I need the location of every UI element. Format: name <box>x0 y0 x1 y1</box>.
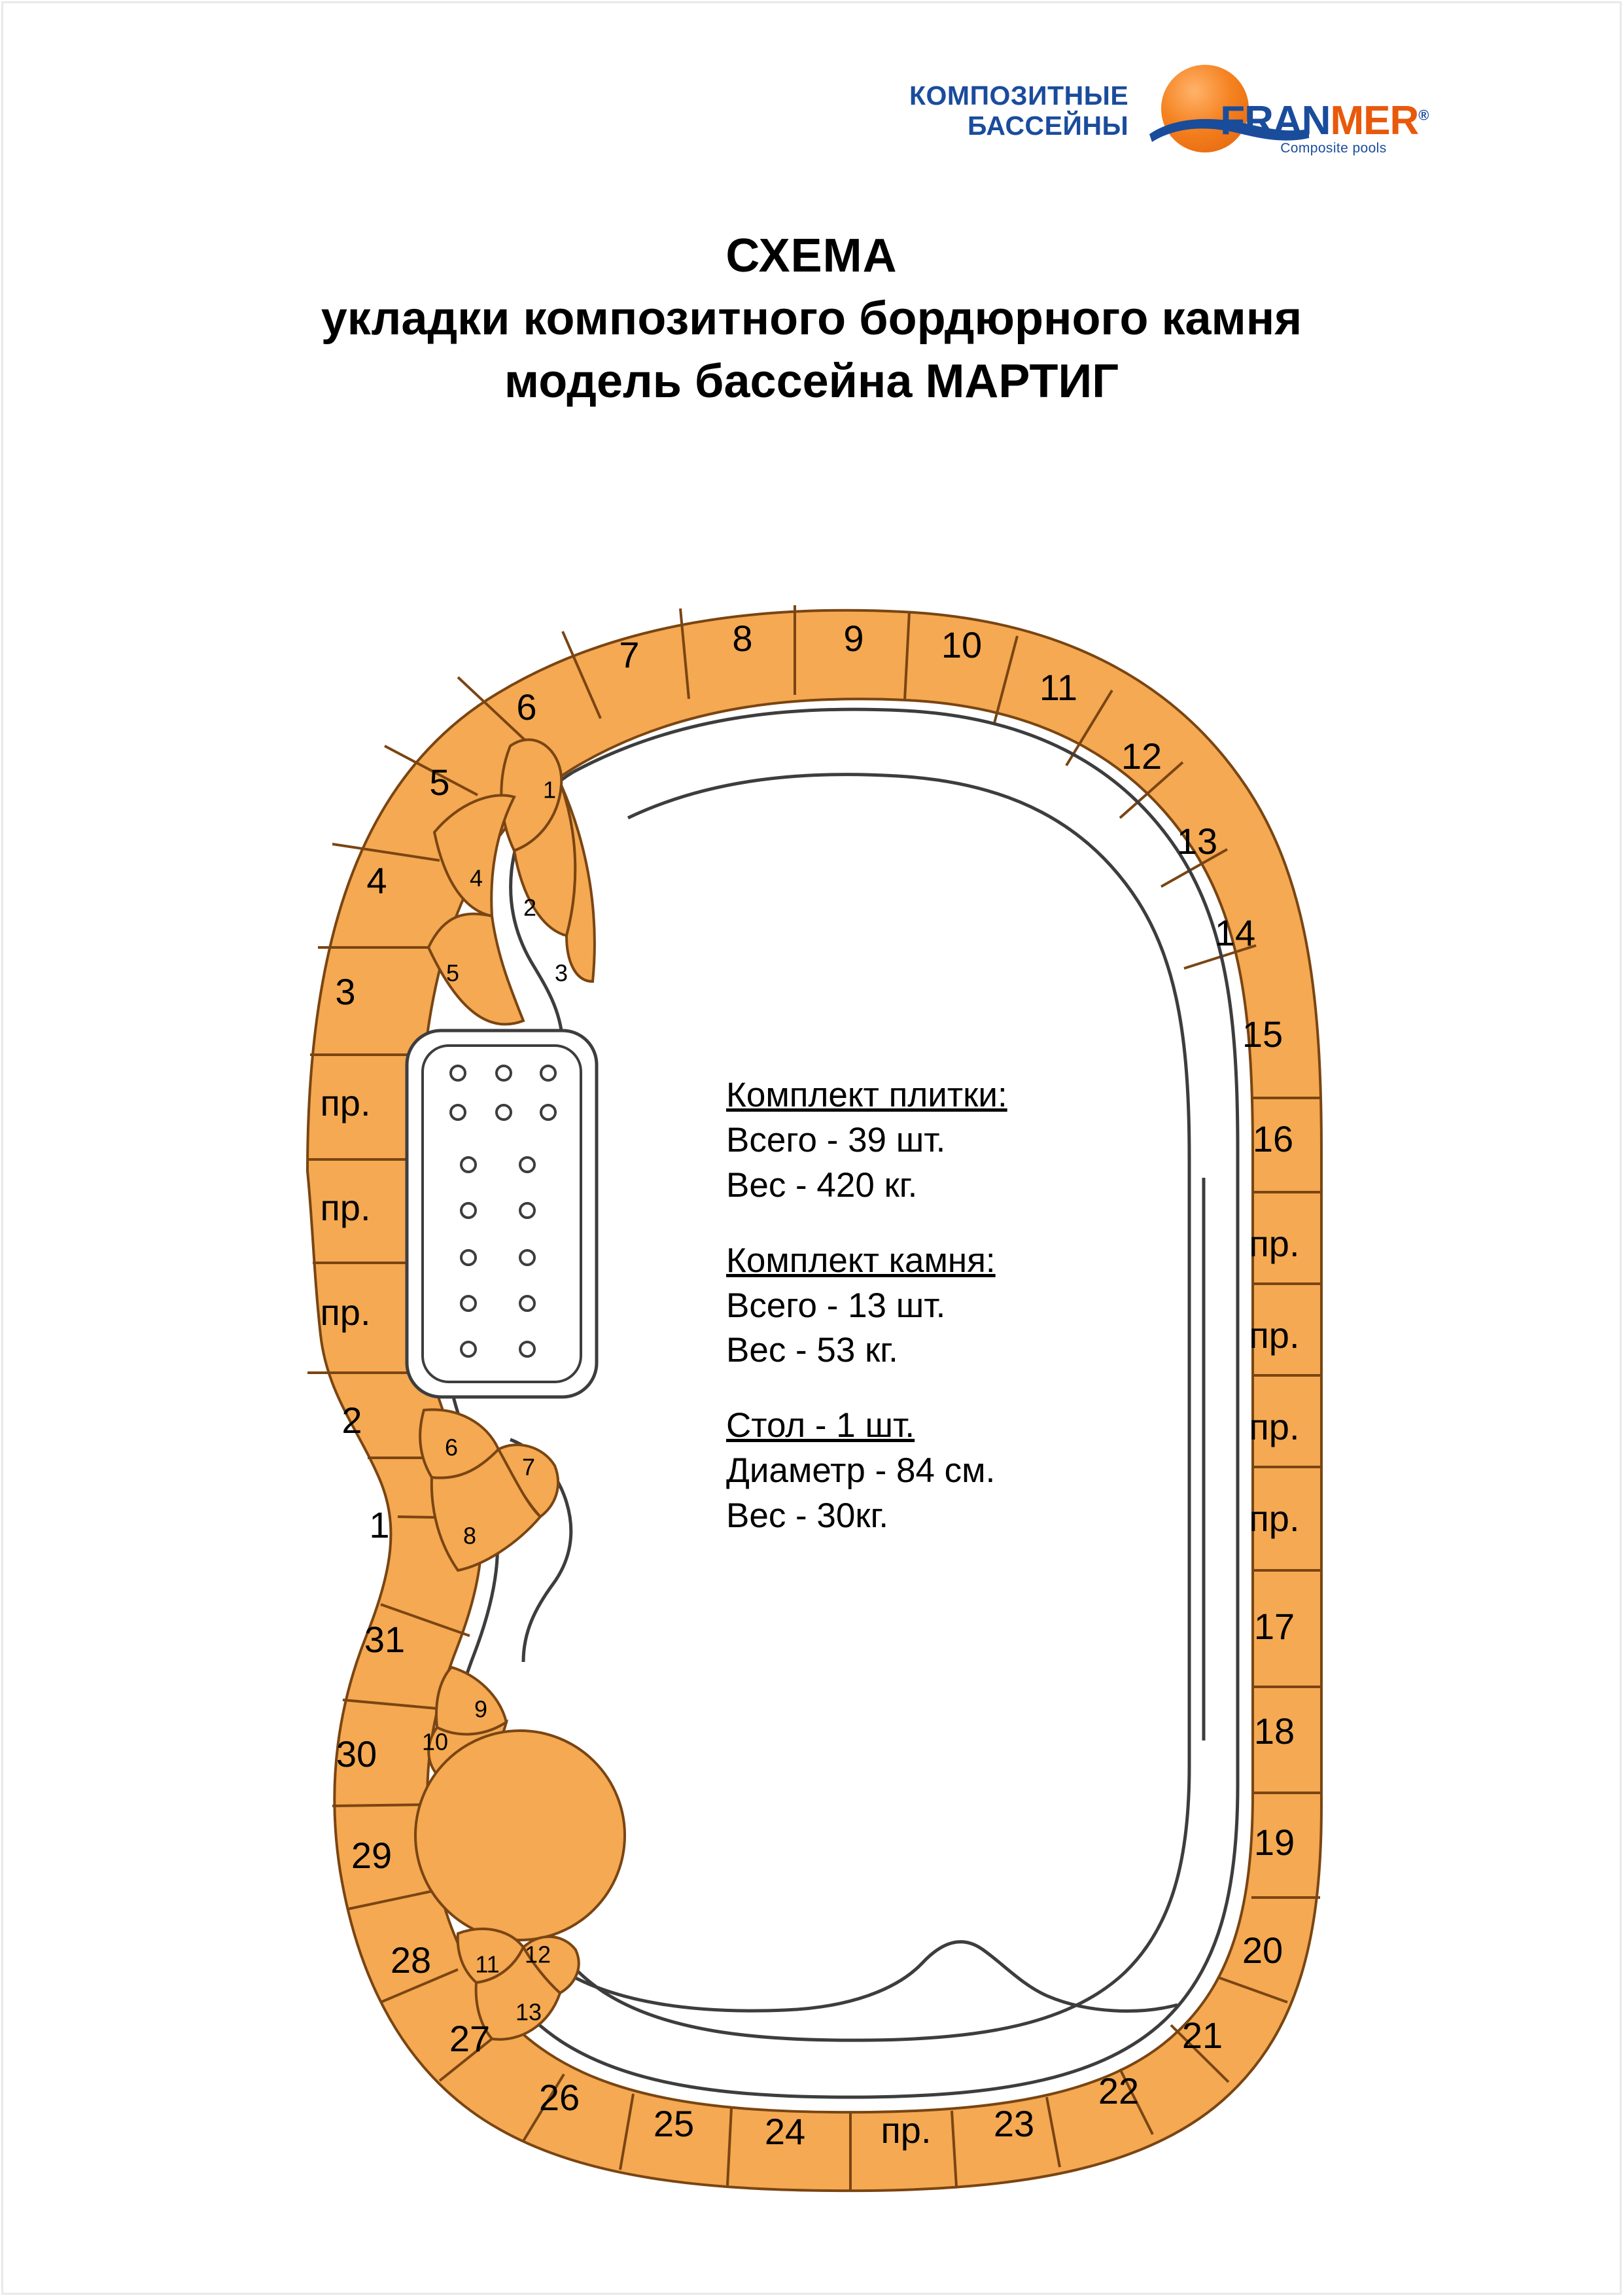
legend-table-heading: Стол - 1 шт. <box>726 1406 915 1445</box>
title-line-1: СХЕМА <box>725 230 898 282</box>
stone-number: 12 <box>524 1941 551 1968</box>
stone-number: 6 <box>444 1434 459 1461</box>
tile-number: 17 <box>1253 1605 1295 1647</box>
logo-mer: MER <box>1330 98 1419 143</box>
tile-number: 5 <box>429 761 450 803</box>
tile-number: пр. <box>320 1082 371 1123</box>
legend-stone-heading: Комплект камня: <box>726 1241 996 1280</box>
tile-number: 10 <box>941 624 983 665</box>
tile-number: пр. <box>320 1186 371 1228</box>
logo-line1: КОМПОЗИТНЫЕ <box>909 80 1129 111</box>
legend-tile-heading: Комплект плитки: <box>726 1076 1007 1114</box>
stone-number: 9 <box>474 1695 488 1723</box>
legend-tile-total: Всего - 39 шт. <box>726 1120 946 1159</box>
tile-number: 15 <box>1242 1013 1283 1055</box>
stone-number: 3 <box>554 959 568 987</box>
tile-number: 25 <box>653 2102 695 2144</box>
stone-number: 7 <box>521 1453 536 1481</box>
tile-number: пр. <box>1249 1222 1300 1264</box>
tile-number: пр. <box>881 2109 932 2151</box>
stone-number: 2 <box>523 894 537 921</box>
legend <box>726 1073 1007 1569</box>
logo-fran: FRAN <box>1220 98 1331 143</box>
tile-number: 28 <box>390 1939 432 1981</box>
stone-number: 11 <box>475 1951 500 1978</box>
tile-number: 24 <box>764 2110 806 2152</box>
tile-number: пр. <box>1249 1497 1300 1539</box>
tile-number: 6 <box>516 686 537 728</box>
tile-number: 29 <box>351 1834 393 1876</box>
tile-number: 21 <box>1181 2014 1223 2056</box>
tile-number: 18 <box>1253 1710 1295 1752</box>
stone-number: 5 <box>445 959 460 987</box>
tile-number: пр. <box>1249 1314 1300 1356</box>
tile-number: пр. <box>1249 1405 1300 1447</box>
tile-number: 9 <box>843 617 864 659</box>
tile-number: 2 <box>341 1399 362 1441</box>
tile-number: 31 <box>364 1618 406 1660</box>
tile-number: 20 <box>1242 1929 1283 1971</box>
legend-table-diameter: Диаметр - 84 см. <box>726 1451 996 1491</box>
tile-number: 14 <box>1214 911 1256 953</box>
legend-tile-group <box>726 1073 1007 1209</box>
tile-number: 1 <box>369 1504 390 1545</box>
tile-number: 8 <box>732 617 753 659</box>
tile-number: 11 <box>1039 666 1078 708</box>
legend-stone-group <box>726 1239 1007 1374</box>
tile-number: 3 <box>335 970 356 1012</box>
tile-number: 22 <box>1098 2070 1140 2111</box>
tile-number: 19 <box>1253 1821 1295 1863</box>
pool-table <box>415 1728 625 1940</box>
legend-stone-total: Всего - 13 шт. <box>726 1286 946 1325</box>
stone-number: 8 <box>462 1522 477 1549</box>
tile-number: 30 <box>336 1733 377 1775</box>
logo-tagline: Composite pools <box>1280 141 1387 156</box>
stone-number: 10 <box>421 1728 449 1756</box>
tile-number: 12 <box>1121 735 1162 777</box>
stone-number: 1 <box>542 776 557 804</box>
tile-number: 16 <box>1252 1118 1294 1159</box>
tile-number: пр. <box>320 1291 371 1333</box>
title-line-3: модель бассейна МАРТИГ <box>504 355 1119 408</box>
tile-number: 7 <box>619 633 640 675</box>
tile-number: 26 <box>538 2076 580 2118</box>
tile-number: 23 <box>993 2102 1035 2144</box>
lounger-with-jets <box>407 1031 597 1397</box>
tile-number: 13 <box>1176 820 1218 862</box>
legend-table-weight: Вес - 30кг. <box>726 1496 889 1536</box>
logo-line2: БАССЕЙНЫ <box>967 111 1129 141</box>
legend-stone-weight: Вес - 53 кг. <box>726 1331 898 1370</box>
stone-number: 13 <box>515 1998 542 2026</box>
legend-tile-weight: Вес - 420 кг. <box>726 1165 918 1205</box>
tile-number: 4 <box>366 859 387 901</box>
logo-registered: ® <box>1418 107 1429 124</box>
tile-number: 27 <box>449 2017 491 2059</box>
title-line-2: укладки композитного бордюрного камня <box>321 292 1302 345</box>
legend-table-group <box>726 1404 1007 1539</box>
stone-number: 4 <box>469 864 483 892</box>
